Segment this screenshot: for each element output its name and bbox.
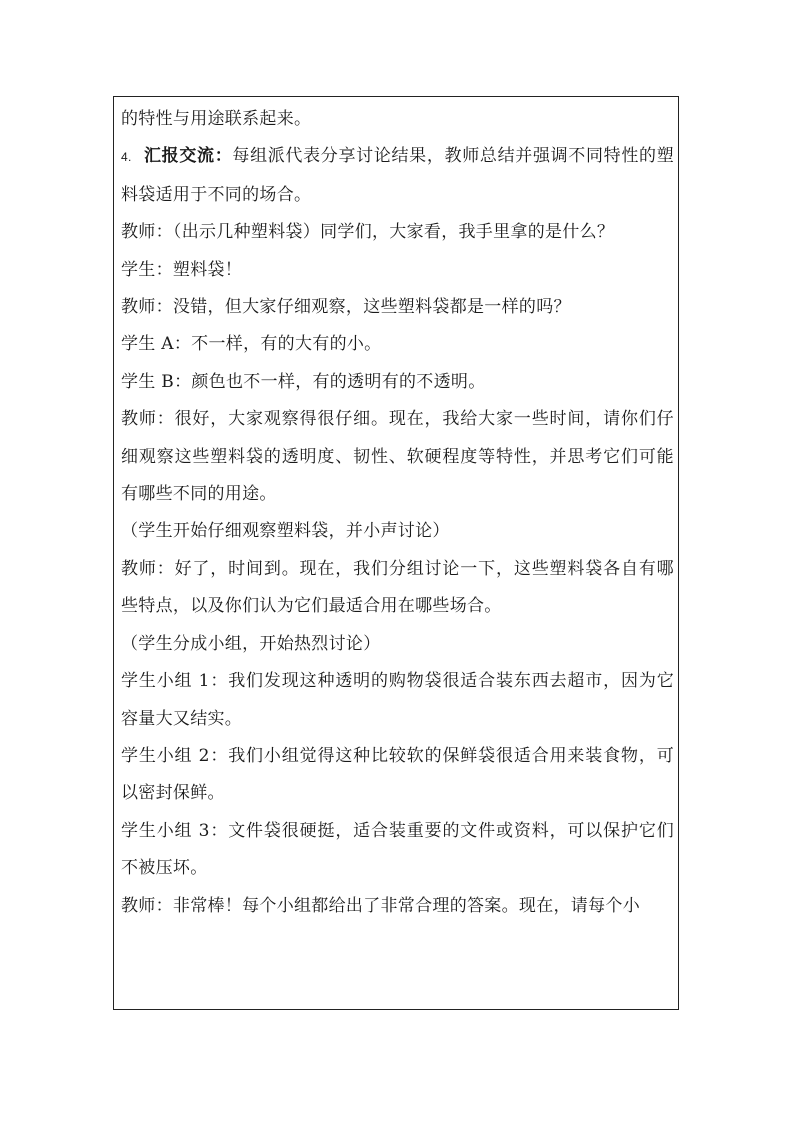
dialogue-line: 学生小组 1：我们发现这种透明的购物袋很适合装东西去超市，因为它容量大又结实。	[121, 671, 674, 729]
paragraph-continuation: 的特性与用途联系起来。	[121, 109, 312, 129]
dialogue-line: 学生小组 2：我们小组觉得这种比较软的保鲜袋很适合用来装食物，可以密封保鲜。	[121, 745, 674, 804]
stage-direction: （学生分成小组，开始热烈讨论）	[121, 633, 381, 654]
step-text: 每组派代表分享讨论结果，教师总结并强调不同特性的塑料袋适用于不同的场合。	[121, 146, 675, 205]
dialogue-line: 教师：很好，大家观察得很仔细。现在，我给大家一些时间，请你们仔细观察这些塑料袋的透明度、韧性、软硬程度等特性，并思考它们可能有哪些不同的用途。	[121, 409, 674, 505]
dialogue-line: 学生小组 3：文件袋很硬挺，适合装重要的文件或资料，可以保护它们不被压坏。	[121, 820, 674, 879]
document-body	[121, 101, 674, 925]
dialogue-line: 教师：没错，但大家仔细观察，这些塑料袋都是一样的吗？	[121, 297, 571, 318]
dialogue-line: 学生 B：颜色也不一样，有的透明有的不透明。	[121, 371, 486, 392]
document-table-cell	[113, 96, 679, 1010]
list-number: 4.	[121, 150, 132, 165]
step-heading: 汇报交流：	[143, 146, 233, 167]
dialogue-line: 教师：好了，时间到。现在，我们分组讨论一下，这些塑料袋各自有哪些特点，以及你们认为它们最适合用在哪些场合。	[121, 558, 674, 617]
dialogue-line: 教师：非常棒！每个小组都给出了非常合理的答案。现在，请每个小	[121, 895, 640, 916]
dialogue-line: 学生：塑料袋！	[121, 259, 243, 280]
dialogue-line: 学生 A：不一样，有的大有的小。	[121, 334, 382, 355]
paragraph-step-4	[121, 138, 674, 214]
stage-direction: （学生开始仔细观察塑料袋，并小声讨论）	[121, 521, 450, 542]
dialogue-line: 教师：（出示几种塑料袋）同学们，大家看，我手里拿的是什么？	[121, 222, 615, 243]
